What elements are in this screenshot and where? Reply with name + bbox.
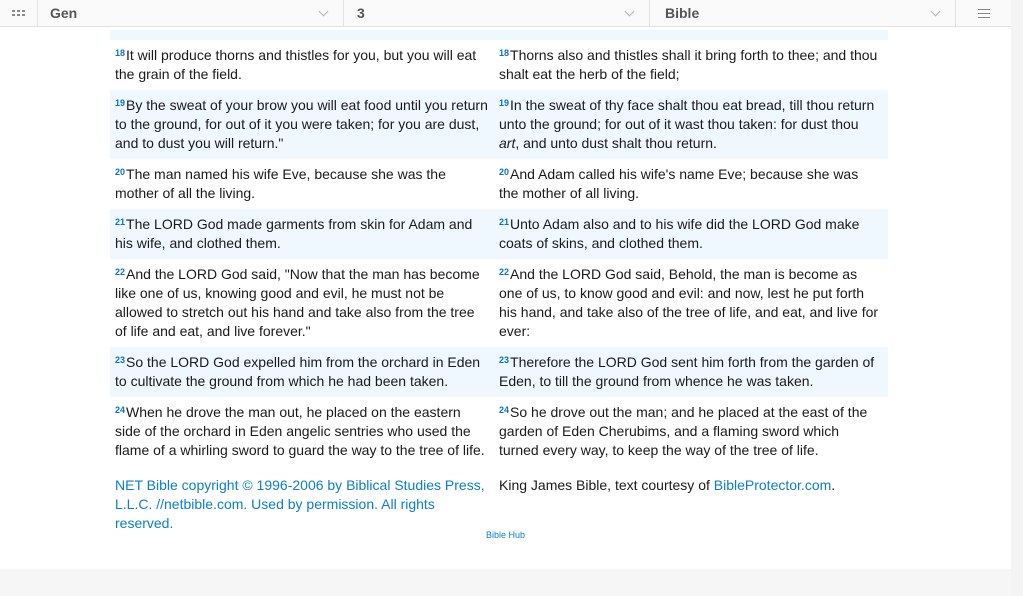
net-copyright-link[interactable]: NET Bible copyright © 1996-2006 by Biblical Studies Press, L.L.C. //netbible.com. Used by permission. All rights reserved. — [115, 477, 485, 531]
copyright-row — [110, 476, 888, 533]
kjv-credit: King James Bible, text courtesy of BibleProtector.com. — [499, 477, 836, 493]
kjv-verse-text: $^{24}$So he drove out the man; and he placed at the east of the garden of Eden Cherubims, and a flaming sword which turned every way, to keep the way of the tree of life. — [499, 404, 868, 458]
verse-number[interactable]: 22 — [115, 267, 126, 277]
net-verse-text: $^{24}$When he drove the man out, he placed on the eastern side of the orchard in Eden angelic sentries who used the flame of a whirling sword to guard the way to the tree of life. — [115, 404, 485, 458]
parallel-text — [110, 30, 888, 533]
verse-number[interactable]: 24 — [115, 405, 126, 415]
version-select-value: Bible — [665, 5, 700, 21]
verse-number[interactable]: 24 — [499, 405, 510, 415]
verse-number[interactable]: 21 — [499, 217, 510, 227]
net-verse-text: $^{20}$The man named his wife Eve, because she was the mother of all the living. — [115, 166, 446, 201]
verse-row-22 — [110, 259, 888, 347]
verse-number[interactable]: 21 — [115, 217, 126, 227]
verse-number[interactable]: 20 — [115, 167, 126, 177]
chevron-down-icon — [931, 6, 941, 16]
kjv-verse-text: $^{21}$Unto Adam also and to his wife did the LORD God make coats of skins, and clothed them. — [499, 216, 860, 251]
kjv-verse-text: $^{23}$Therefore the LORD God sent him forth from the garden of Eden, to till the ground from whence he was taken. — [499, 354, 875, 389]
version-select[interactable] — [650, 0, 956, 26]
grid-icon — [12, 10, 25, 16]
verse-row-21 — [110, 209, 888, 259]
hamburger-icon — [978, 6, 990, 21]
verse-row-20 — [110, 159, 888, 209]
kjv-verse-text: $^{20}$And Adam called his wife's name Eve; because she was the mother of all living. — [499, 166, 859, 201]
bible-hub-link[interactable]: Bible Hub — [485, 530, 526, 540]
verse-number[interactable]: 23 — [115, 355, 126, 365]
kjv-verse-text: $^{19}$In the sweat of thy face shalt thou eat bread, till thou return unto the ground; for out of it wast thou taken: for dust thou art, and unto dust shalt thou return. — [499, 97, 875, 151]
verse-number[interactable]: 19 — [499, 98, 510, 108]
verse-row-19 — [110, 90, 888, 159]
net-verse-text: $^{21}$The LORD God made garments from skin for Adam and his wife, and clothed them. — [115, 216, 473, 251]
top-toolbar — [0, 0, 1011, 27]
net-verse-text: $^{18}$It will produce thorns and thistles for you, but you will eat the grain of the field. — [115, 47, 477, 82]
previous-row-edge — [110, 30, 888, 40]
kjv-verse-text: $^{18}$Thorns also and thistles shall it bring forth to thee; and thou shalt eat the herb of the field; — [499, 47, 878, 82]
verse-number[interactable]: 20 — [499, 167, 510, 177]
verse-number[interactable]: 23 — [499, 355, 510, 365]
net-verse-text: $^{22}$And the LORD God said, "Now that the man has become like one of us, knowing good and evil, he must not be allowed to stretch out his hand and take also from the tree of life and eat, and live forever." — [115, 266, 480, 339]
chapter-select-value: 3 — [357, 5, 365, 21]
net-verse-text: $^{23}$So the LORD God expelled him from the orchard in Eden to cultivate the ground from which he had been taken. — [115, 354, 481, 389]
verse-number[interactable]: 18 — [499, 48, 510, 58]
verse-row-24 — [110, 397, 888, 466]
apps-grid-button[interactable] — [0, 0, 38, 26]
verse-number[interactable]: 19 — [115, 98, 126, 108]
verse-row-18 — [110, 40, 888, 90]
net-copyright — [110, 476, 495, 533]
verse-number[interactable]: 18 — [115, 48, 126, 58]
footer-bible-hub — [0, 530, 1011, 540]
scrollbar-track[interactable] — [1011, 0, 1023, 596]
footer-band — [0, 569, 1011, 596]
verse-number[interactable]: 22 — [499, 267, 510, 277]
kjv-verse-text: $^{22}$And the LORD God said, Behold, the man is become as one of us, to know good and evil: and now, lest he put forth his hand, and take also of the tree of life, and eat, and live for ever: — [499, 266, 879, 339]
chapter-select[interactable] — [344, 0, 650, 26]
chevron-down-icon — [625, 6, 635, 16]
book-select[interactable] — [38, 0, 344, 26]
bibleprotector-link[interactable]: BibleProtector.com — [713, 477, 832, 493]
net-verse-text: $^{19}$By the sweat of your brow you will eat food until you return to the ground, for out of it you were taken; for you are dust, and to dust you will return." — [115, 97, 488, 151]
chevron-down-icon — [319, 6, 329, 16]
book-select-value: Gen — [50, 5, 78, 21]
verse-row-23 — [110, 347, 888, 397]
menu-button[interactable] — [956, 0, 1011, 26]
